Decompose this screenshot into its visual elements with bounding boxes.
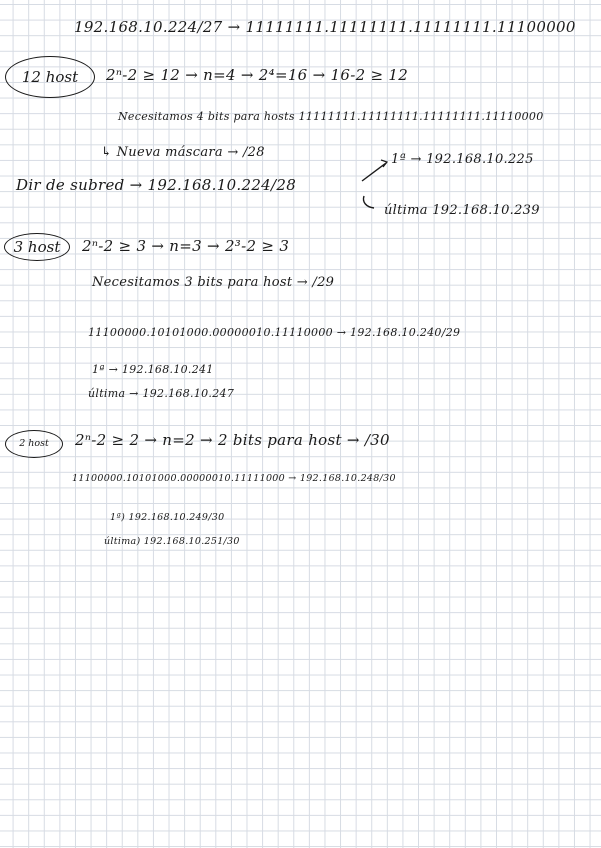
section-3-host-label: 3 host [4, 233, 70, 261]
section-12-last-host: última 192.168.10.239 [384, 203, 540, 218]
section-2-formula: 2ⁿ-2 ≥ 2 → n=2 → 2 bits para host → /30 [75, 431, 390, 449]
section-3-first-host: 1ª → 192.168.10.241 [92, 363, 214, 376]
branch-hook-last-host [363, 196, 374, 208]
section-2-last-host: última) 192.168.10.251/30 [104, 536, 240, 547]
section-12-first-host: 1ª → 192.168.10.225 [391, 152, 534, 167]
header-address-line: 192.168.10.224/27 → 11111111.11111111.11111111.11100000 [74, 18, 576, 36]
section-12-bits-note: Necesitamos 4 bits para hosts 11111111.11111111.11111111.11110000 [118, 110, 544, 123]
section-12-subnet: Dir de subred → 192.168.10.224/28 [16, 176, 297, 194]
section-3-binary: 11100000.10101000.00000010.11110000 → 192.168.10.240/29 [88, 326, 461, 339]
section-3-formula: 2ⁿ-2 ≥ 3 → n=3 → 2³-2 ≥ 3 [82, 237, 290, 255]
section-3-bits-note: Necesitamos 3 bits para host → /29 [92, 275, 335, 290]
section-2-first-host: 1ª) 192.168.10.249/30 [110, 512, 225, 523]
section-12-host-label: 12 host [5, 56, 95, 98]
section-12-new-mask: ↳ Nueva máscara → /28 [101, 145, 265, 160]
section-2-binary: 11100000.10101000.00000010.11111000 → 192.168.10.248/30 [72, 473, 396, 484]
section-12-formula: 2ⁿ-2 ≥ 12 → n=4 → 2⁴=16 → 16-2 ≥ 12 [106, 66, 409, 84]
branch-arrow-first-host [362, 163, 386, 181]
section-2-host-label: 2 host [5, 430, 63, 458]
section-3-last-host: última → 192.168.10.247 [88, 387, 235, 400]
